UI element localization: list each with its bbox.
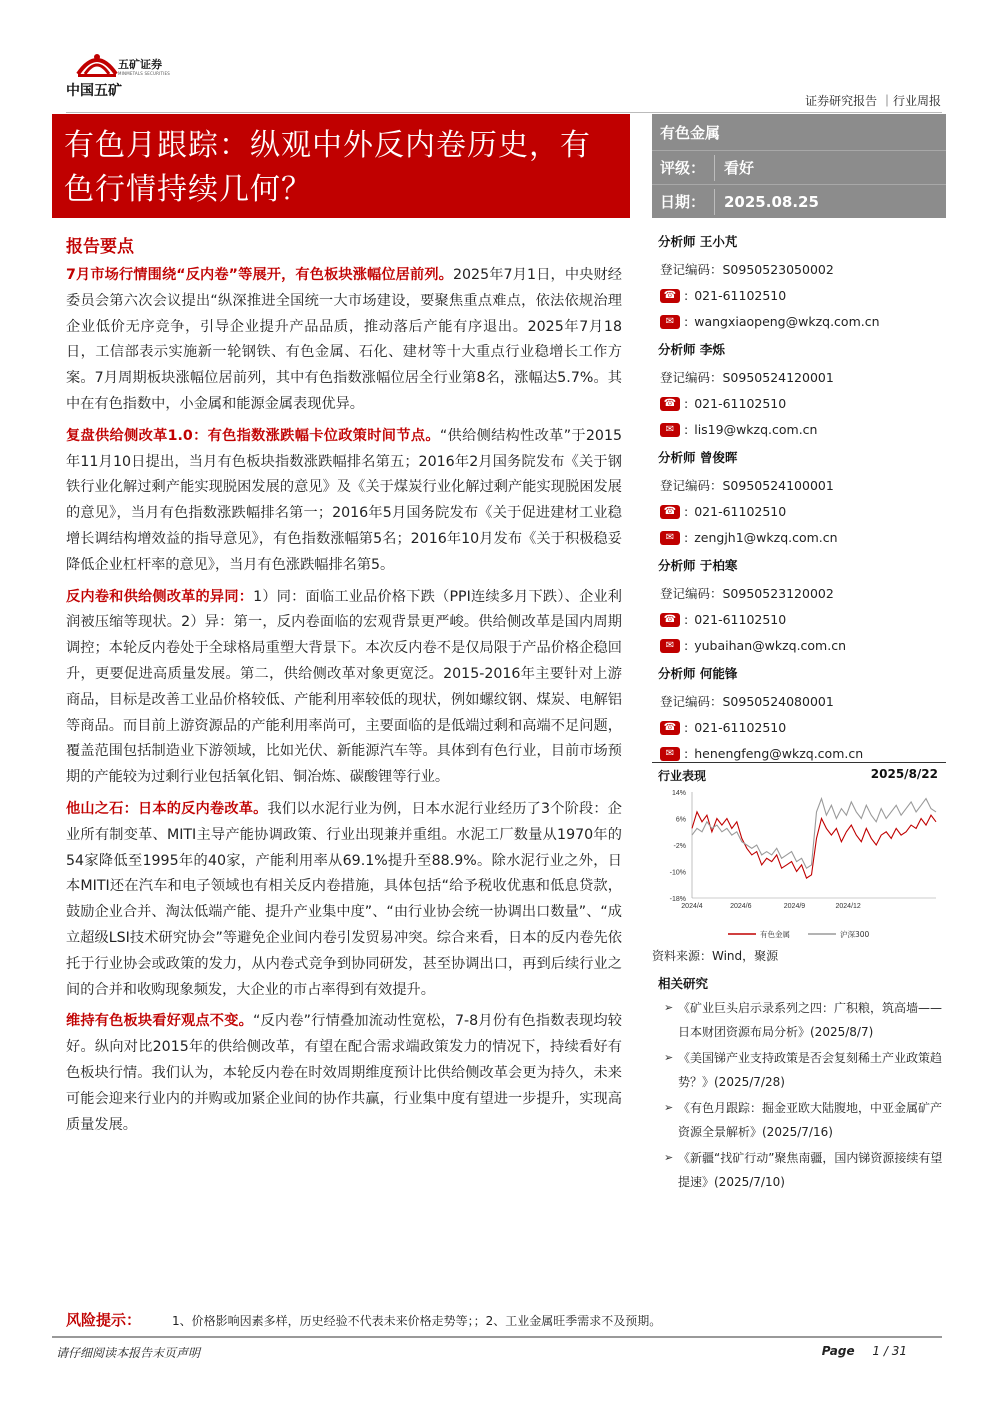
- analyst-registration: 登记编码：S0950524120001: [660, 370, 834, 385]
- related-item-text: 《新疆“找矿行动”聚焦南疆，国内锑资源接续有望提速》(2025/7/10): [678, 1151, 943, 1189]
- chart-source: 资料来源：Wind，聚源: [652, 949, 779, 963]
- y-tick-label: 6%: [675, 816, 686, 824]
- analyst-name: 分析师 王小芃: [658, 234, 738, 249]
- rating-label: 评级：: [660, 159, 706, 177]
- page-label: Page: [821, 1344, 855, 1358]
- rating-row: [652, 150, 946, 184]
- analyst-phone-line: [652, 500, 946, 526]
- phone-colon: :: [684, 612, 689, 627]
- report-type: 证券研究报告 ｜行业周报: [805, 94, 941, 108]
- phone-colon: :: [684, 504, 689, 519]
- brand-name-en: MINMETALS SECURITIES: [118, 71, 170, 76]
- industry-label: 有色金属: [660, 124, 721, 142]
- report-title: 有色月跟踪：纵观中外反内卷历史，有色行情持续几何？: [64, 128, 591, 207]
- analyst-phone-line: [652, 284, 946, 310]
- analyst-email[interactable]: wangxiaopeng@wkzq.com.cn: [694, 314, 880, 329]
- rating-value: 看好: [724, 159, 755, 177]
- x-tick-label: 2024/12: [835, 903, 861, 910]
- analyst-card: [652, 232, 946, 336]
- performance-title: 行业表现: [658, 769, 707, 783]
- page-number: [822, 1344, 907, 1358]
- email-icon: ✉: [660, 747, 680, 761]
- email-icon: ✉: [660, 531, 680, 545]
- summary-paragraph: [66, 424, 622, 579]
- email-colon: :: [684, 746, 689, 761]
- analyst-card: [652, 448, 946, 552]
- analyst-phone: 021-61102510: [694, 396, 787, 411]
- performance-header: [652, 762, 946, 784]
- title-banner: [52, 114, 630, 218]
- related-title: 相关研究: [658, 976, 709, 991]
- analyst-phone: 021-61102510: [694, 612, 787, 627]
- date-value: 2025.08.25: [724, 193, 819, 211]
- paragraph-text: 我们以水泥行业为例，日本水泥行业经历了3个阶段：企业所有制变革、MITI主导产能协调政策、行业出现兼并重组。水泥工厂数量从1970年的54家降低至1995年的40家，产能利用率从69.1%提升至88.9%。除水泥行业之外，日本MITI还在汽车和电子领域也有相关反内卷措施，具体包括“给予税收优惠和低息贷款，鼓励企业合并、淘汰低端产能、提升产业集中度”、“由行业协会统一协调出口数量”、“成立超级LSI技术研究协会”等避免企业间内卷引发贸易冲突。综合来看，日本的反内卷先依托于行业协会或政策的发力，从内卷式竞争到协同研发，甚至协调出口，再到后续行业之间的合并和收购现象频发，大企业的市占率得到有效提升。: [66, 800, 622, 998]
- chevron-right-icon: ➢: [664, 1101, 674, 1114]
- analyst-email[interactable]: zengjh1@wkzq.com.cn: [694, 530, 838, 545]
- related-item[interactable]: [652, 1096, 946, 1144]
- analyst-phone: 021-61102510: [694, 720, 787, 735]
- paragraph-text: 1）同：面临工业品价格下跌（PPI连续多月下跌）、企业利润被压缩等现状。2）异：第一，反内卷面临的宏观背景更严峻。供给侧改革是国内周期调控；本轮反内卷处于全球格局重塑大背景下。本次反内卷不是仅局限于产品价格企稳回升，更要促进高质量发展。第二，供给侧改革对象更宽泛。2015-2016年主要针对上游商品，目标是改善工业品价格较低、产能利用率较低的现状，例如螺纹钢、煤炭、电解铝等商品。而目前上游资源品的产能利用率尚可，主要面临的是低端过剩和高端不足问题，覆盖范围包括制造业下游领域，比如光伏、新能源汽车等。具体到有色行业，目前市场预期的产能较为过剩行业包括氧化铝、铜冶炼、碳酸锂等行业。: [66, 588, 622, 786]
- analyst-phone: 021-61102510: [694, 504, 787, 519]
- analyst-email[interactable]: lis19@wkzq.com.cn: [694, 422, 818, 437]
- chevron-right-icon: ➢: [664, 1001, 674, 1014]
- analyst-card: [652, 340, 946, 444]
- paragraph-text: 2025年7月1日，中央财经委员会第六次会议提出“纵深推进全国统一大市场建设，要聚焦重点难点，依法依规治理企业低价无序竞争，引导企业提升产品品质，推动落后产能有序退出。2025年7月18日，工信部表示实施新一轮钢铁、有色金属、石化、建材等十大重点行业稳增长工作方案。7月周期板块涨幅位居前列，其中有色指数涨幅位居全行业第8名，涨幅达5.7%。其中在有色指数中，小金属和能源金属表现优异。: [66, 267, 622, 412]
- phone-icon: ☎: [660, 289, 680, 303]
- x-tick-label: 2024/9: [783, 903, 806, 910]
- analyst-registration: 登记编码：S0950524080001: [660, 694, 834, 709]
- paragraph-highlight: 他山之石：日本的反内卷改革。: [66, 800, 268, 817]
- analyst-registration: 登记编码：S0950523050002: [660, 262, 834, 277]
- industry-performance: [652, 762, 946, 958]
- phone-colon: :: [684, 720, 689, 735]
- analyst-email-line: [652, 310, 946, 336]
- phone-icon: ☎: [660, 397, 680, 411]
- chevron-right-icon: ➢: [664, 1051, 674, 1064]
- brand-name: 五矿证券: [118, 58, 162, 71]
- legend-label-hs300: 沪深300: [840, 930, 870, 939]
- y-tick-label: 14%: [671, 790, 686, 797]
- summary-paragraph: [66, 585, 622, 791]
- related-item-text: 《有色月跟踪：掘金亚欧大陆腹地，中亚金属矿产资源全景解析》(2025/7/16): [678, 1101, 943, 1139]
- chevron-right-icon: ➢: [664, 1151, 674, 1164]
- analyst-name: 分析师 何能锋: [658, 666, 738, 681]
- email-colon: :: [684, 422, 689, 437]
- x-tick-label: 2024/4: [681, 903, 703, 910]
- analyst-column: [652, 232, 946, 772]
- paragraph-text: “供给侧结构性改革”于2015年11月10日提出，当月有色板块指数涨跌幅排名第五；2016年2月国务院发布《关于钢铁行业化解过剩产能实现脱困发展的意见》及《关于煤炭行业化解过剩产能实现脱困发展的意见》，当月有色指数涨跌幅排名第一；2016年5月国务院发布《关于促进建材工业稳增长调结构增效益的指导意见》，有色指数涨幅第5名；2016年10月发布《关于积极稳妥降低企业杠杆率的意见》，当月有色涨跌幅排名第5。: [66, 427, 622, 573]
- analyst-email-line: [652, 526, 946, 552]
- analyst-card: [652, 664, 946, 768]
- footer-disclaimer: 请仔细阅读本报告末页声明: [56, 1346, 201, 1360]
- summary-title: 报告要点: [66, 237, 134, 257]
- performance-date: 2025/8/22: [870, 767, 938, 781]
- y-tick-label: -2%: [673, 843, 686, 850]
- footer-divider: [52, 1336, 942, 1338]
- phone-colon: :: [684, 288, 689, 303]
- related-item-text: 《矿业巨头启示录系列之四：广积粮，筑高墙——日本财团资源布局分析》(2025/8/7): [678, 1001, 943, 1039]
- legend-label-nonferrous: 有色金属: [760, 930, 790, 939]
- related-item[interactable]: [652, 1146, 946, 1194]
- analyst-card: [652, 556, 946, 660]
- analyst-name: 分析师 曾俊晖: [658, 450, 738, 465]
- phone-icon: ☎: [660, 613, 680, 627]
- analyst-phone: 021-61102510: [694, 288, 787, 303]
- y-tick-label: -10%: [669, 869, 686, 877]
- analyst-email-line: [652, 418, 946, 444]
- company-logo: [66, 44, 216, 100]
- analyst-registration: 登记编码：S0950523120002: [660, 586, 834, 601]
- paragraph-highlight: 维持有色板块看好观点不变。: [66, 1013, 253, 1030]
- related-item-text: 《美国锑产业支持政策是否会复刻稀土产业政策趋势？》(2025/7/28): [678, 1051, 943, 1089]
- paragraph-highlight: 7月市场行情围绕“反内卷”等展开，有色板块涨幅位居前列。: [66, 267, 453, 283]
- phone-icon: ☎: [660, 505, 680, 519]
- series-line-nonferrous: [692, 812, 936, 878]
- analyst-phone-line: [652, 392, 946, 418]
- phone-colon: :: [684, 396, 689, 411]
- analyst-phone-line: [652, 716, 946, 742]
- rating-box: [652, 114, 946, 218]
- related-item[interactable]: [652, 1046, 946, 1094]
- related-item[interactable]: [652, 996, 946, 1044]
- analyst-phone-line: [652, 608, 946, 634]
- y-tick-label: -18%: [669, 896, 686, 903]
- industry-row: [652, 116, 946, 150]
- group-name: 中国五矿: [66, 83, 122, 99]
- email-icon: ✉: [660, 423, 680, 437]
- page-count: 1 / 31: [872, 1344, 907, 1358]
- email-colon: :: [684, 638, 689, 653]
- summary-paragraph: [66, 1009, 622, 1138]
- email-colon: :: [684, 314, 689, 329]
- summary-paragraph: [66, 797, 622, 1003]
- rating-divider: [714, 155, 715, 181]
- x-tick-label: 2024/6: [730, 903, 752, 910]
- email-icon: ✉: [660, 639, 680, 653]
- date-label: 日期：: [660, 193, 706, 211]
- minmetals-emblem-icon: [72, 44, 122, 78]
- date-row: [652, 184, 946, 218]
- email-colon: :: [684, 530, 689, 545]
- email-icon: ✉: [660, 315, 680, 329]
- analyst-registration: 登记编码：S0950524100001: [660, 478, 834, 493]
- analyst-email[interactable]: yubaihan@wkzq.com.cn: [694, 638, 847, 653]
- summary-column: [66, 232, 622, 1144]
- analyst-name: 分析师 李烁: [658, 342, 725, 357]
- summary-paragraph: [66, 263, 622, 418]
- risk-warning: [66, 1309, 942, 1333]
- risk-label: 风险提示：: [66, 1311, 142, 1329]
- header-divider: [66, 112, 942, 113]
- paragraph-text: “反内卷”行情叠加流动性宽松，7-8月份有色指数表现均较好。纵向对比2015年的供给侧改革，有望在配合需求端政策发力的情况下，持续看好有色板块行情。我们认为，本轮反内卷在时效周期维度预计比供给侧改革会更为持久，未来可能会迎来行业内的并购或加紧企业间的协作共赢，行业集中度有望进一步提升，实现高质量发展。: [66, 1013, 622, 1133]
- paragraph-highlight: 反内卷和供给侧改革的异同：: [66, 588, 254, 605]
- risk-text: 1、价格影响因素多样，历史经验不代表未来价格走势等；；2、工业金属旺季需求不及预期。: [172, 1314, 662, 1328]
- related-research: [652, 972, 946, 1196]
- phone-icon: ☎: [660, 721, 680, 735]
- paragraph-highlight: 复盘供给侧改革1.0：有色指数涨跌幅卡位政策时间节点。: [66, 427, 440, 444]
- performance-chart: [652, 784, 946, 954]
- date-divider: [714, 189, 715, 215]
- analyst-email[interactable]: henengfeng@wkzq.com.cn: [694, 746, 864, 761]
- analyst-email-line: [652, 634, 946, 660]
- analyst-name: 分析师 于柏寒: [658, 558, 738, 573]
